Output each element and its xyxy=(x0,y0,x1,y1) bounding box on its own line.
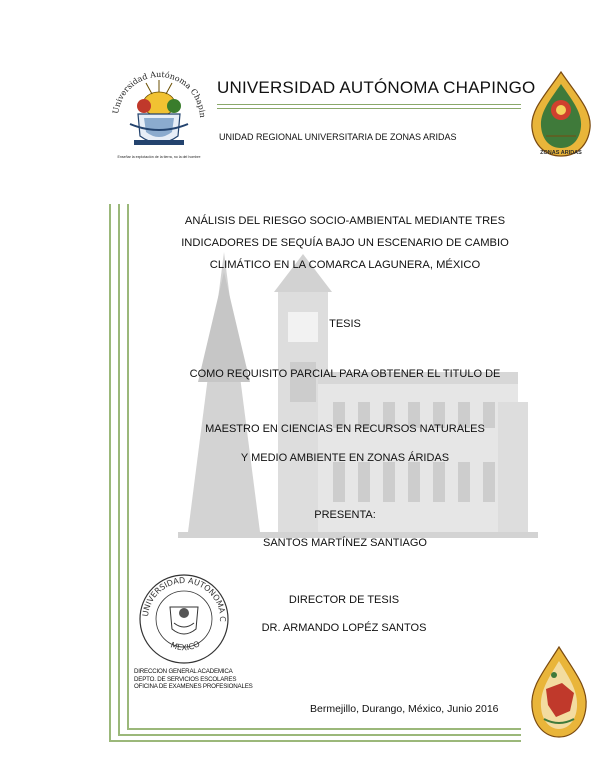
chapingo-ring-text: Universidad Autónoma Chapin xyxy=(111,69,208,119)
thesis-title-line-2: INDICADORES DE SEQUÍA BAJO UN ESCENARIO DE CAMBIO xyxy=(181,237,509,249)
header-divider xyxy=(217,104,521,105)
regional-unit-name: UNIDAD REGIONAL UNIVERSITARIA DE ZONAS ARIDAS xyxy=(219,132,457,142)
author-name: SANTOS MARTÍNEZ SANTIAGO xyxy=(262,537,427,549)
document-type: TESIS xyxy=(329,318,361,330)
university-name: UNIVERSIDAD AUTÓNOMA CHAPINGO xyxy=(217,78,536,97)
frame-left-line-2 xyxy=(118,204,120,735)
chapingo-logo xyxy=(104,66,214,166)
place-and-date: Bermejillo, Durango, México, Junio 2016 xyxy=(310,703,499,715)
requirement-text: COMO REQUISITO PARCIAL PARA OBTENER EL TITULO DE xyxy=(189,368,501,380)
director-label: DIRECTOR DE TESIS xyxy=(288,594,400,606)
stamp-caption xyxy=(134,668,253,691)
degree-line-2: Y MEDIO AMBIENTE EN ZONAS ÁRIDAS xyxy=(240,452,450,464)
frame-bottom-line-1 xyxy=(127,728,521,730)
stamp-line-2: DEPTO. DE SERVICIOS ESCOLARES xyxy=(134,675,237,683)
stamp-line-1: DIRECCION GENERAL ACADEMICA xyxy=(134,668,233,675)
degree-line-1: MAESTRO EN CIENCIAS EN RECURSOS NATURALES xyxy=(205,423,485,435)
thesis-title-line-1: ANÁLISIS DEL RIESGO SOCIO-AMBIENTAL MEDIANTE TRES xyxy=(184,215,506,227)
official-stamp xyxy=(136,573,232,665)
frame-left-line-1 xyxy=(109,204,111,740)
thesis-title xyxy=(140,210,550,276)
svg-text:MEXICO xyxy=(169,639,201,652)
frame-left-line-3 xyxy=(127,204,129,730)
frame-bottom-line-3 xyxy=(109,740,521,742)
zonas-aridas-text: ZONAS ARIDAS xyxy=(540,150,582,156)
stamp-ring-text: UNIVERSIDAD AUTONOMA C xyxy=(141,575,228,622)
director-name: DR. ARMANDO LOPÉZ SANTOS xyxy=(261,622,427,634)
presenta-label: PRESENTA: xyxy=(314,509,376,521)
chapingo-motto: Enseñar la explotación de la tierra, no la del hombre xyxy=(117,155,201,159)
frame-bottom-line-2 xyxy=(118,734,521,736)
thesis-title-line-3: CLIMÁTICO EN LA COMARCA LAGUNERA, MÉXICO xyxy=(209,259,481,271)
zonas-aridas-logo xyxy=(526,70,596,160)
header-divider-2 xyxy=(217,108,521,109)
stamp-line-3: OFICINA DE EXAMENES PROFESIONALES xyxy=(134,683,253,690)
stamp-bottom-text: MEXICO xyxy=(169,639,202,653)
comarca-map-logo xyxy=(526,645,592,741)
